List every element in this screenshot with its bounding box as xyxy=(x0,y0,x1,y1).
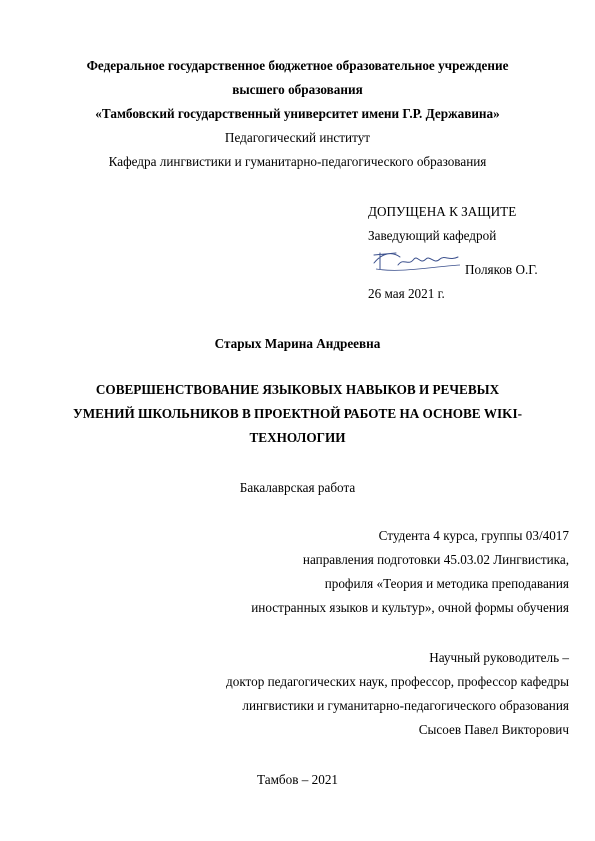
author-name: Старых Марина Андреевна xyxy=(214,336,381,351)
institute-name: Педагогический институт xyxy=(224,130,371,145)
city-year: Тамбов – 2021 xyxy=(256,772,339,787)
approval-name: Поляков О.Г. xyxy=(465,262,538,277)
header-line-2: высшего образования xyxy=(232,82,363,97)
student-line-2: направления подготовки 45.03.02 Лингвистика, xyxy=(302,552,569,567)
student-line-4: иностранных языков и культур», очной формы обучения xyxy=(251,600,569,615)
thesis-title-line-1: СОВЕРШЕНСТВОВАНИЕ ЯЗЫКОВЫХ НАВЫКОВ И РЕЧЕВЫХ xyxy=(95,382,500,397)
approval-role: Заведующий кафедрой xyxy=(368,228,497,243)
work-type: Бакалаврская работа xyxy=(239,480,356,495)
signature-image xyxy=(370,247,462,273)
supervisor-line-2: доктор педагогических наук, профессор, профессор кафедры xyxy=(226,674,569,689)
supervisor-name: Сысоев Павел Викторович xyxy=(418,722,569,737)
header-line-1: Федеральное государственное бюджетное образовательное учреждение xyxy=(86,58,509,73)
approval-status: ДОПУЩЕНА К ЗАЩИТЕ xyxy=(368,204,517,219)
approval-date: 26 мая 2021 г. xyxy=(368,286,445,301)
thesis-title-line-3: ТЕХНОЛОГИИ xyxy=(249,430,346,445)
university-name: «Тамбовский государственный университет имени Г.Р. Державина» xyxy=(95,106,500,121)
supervisor-line-1: Научный руководитель – xyxy=(429,650,569,665)
student-line-3: профиля «Теория и методика преподавания xyxy=(324,576,569,591)
thesis-title-line-2: УМЕНИЙ ШКОЛЬНИКОВ В ПРОЕКТНОЙ РАБОТЕ НА ОСНОВЕ WIKI- xyxy=(73,406,522,421)
supervisor-line-3: лингвистики и гуманитарно-педагогического образования xyxy=(242,698,569,713)
department-name: Кафедра лингвистики и гуманитарно-педагогического образования xyxy=(108,154,487,169)
student-line-1: Студента 4 курса, группы 03/4017 xyxy=(378,528,569,543)
